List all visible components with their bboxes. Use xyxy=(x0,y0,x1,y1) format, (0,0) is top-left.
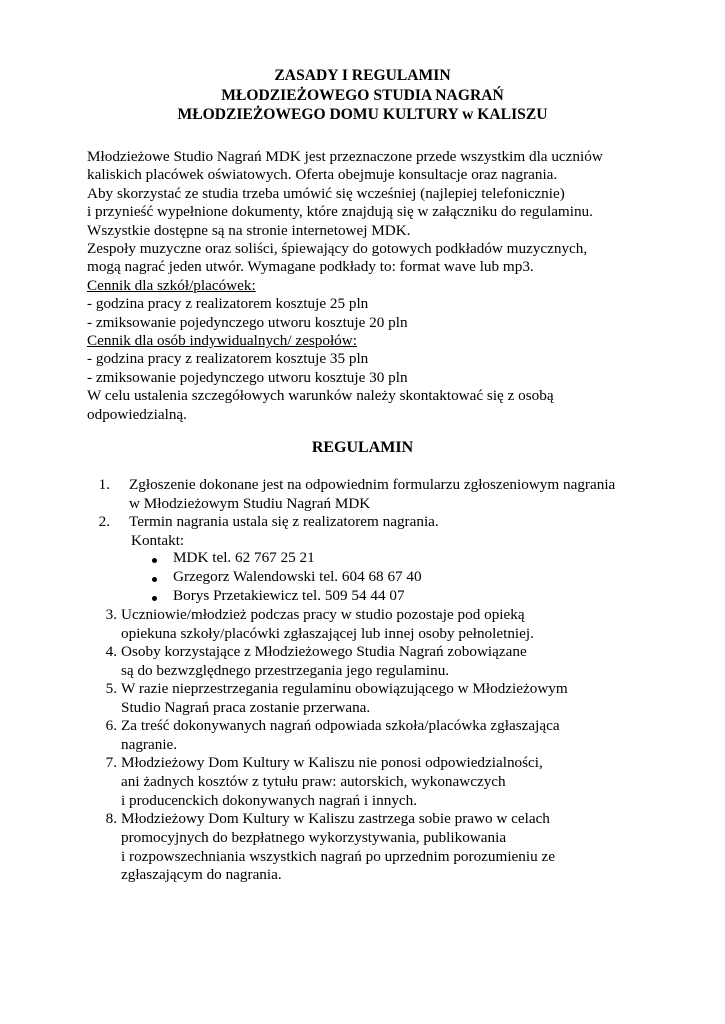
schools-price-item: - godzina pracy z realizatorem kosztuje 25 pln xyxy=(87,295,369,313)
rule-line: zgłaszającym do nagrania. xyxy=(121,866,282,884)
title-line-3: MŁODZIEŻOWEGO DOMU KULTURY w KALISZU xyxy=(177,106,548,123)
regulamin-heading: REGULAMIN xyxy=(311,439,414,456)
contact-item: MDK tel. 62 767 25 21 xyxy=(173,549,315,566)
individuals-price-item: - godzina pracy z realizatorem kosztuje 35 pln xyxy=(87,350,369,368)
rule-line: W razie nieprzestrzegania regulaminu obowiązującego w Młodzieżowym xyxy=(121,680,568,697)
closing-line: W celu ustalenia szczegółowych warunków należy skontaktować się z osobą xyxy=(87,387,554,405)
rule-line: opiekuna szkoły/placówki zgłaszającej lub innej osoby pełnoletniej. xyxy=(121,624,534,642)
intro-line: Młodzieżowe Studio Nagrań MDK jest przeznaczone przede wszystkim dla uczniów xyxy=(87,148,603,165)
rule-number: 6. xyxy=(105,717,117,734)
intro-section xyxy=(87,148,687,424)
rule-line: Za treść dokonywanych nagrań odpowiada szkoła/placówka zgłaszająca xyxy=(121,717,560,734)
rule-item xyxy=(97,754,543,810)
rule-line: w Młodzieżowym Studiu Nagrań MDK xyxy=(129,494,371,512)
rule-number: 4. xyxy=(105,643,117,660)
title-line-1: ZASADY I REGULAMIN xyxy=(274,67,451,84)
rule-line: Termin nagrania ustala się z realizatorem nagrania. xyxy=(129,513,439,530)
document-title xyxy=(0,66,725,125)
rule-item xyxy=(97,643,527,681)
rule-item xyxy=(97,810,555,885)
closing-line: odpowiedzialną. xyxy=(87,405,187,423)
intro-line: Wszystkie dostępne są na stronie internetowej MDK. xyxy=(87,221,411,239)
rule-line: Uczniowie/młodzież podczas pracy w studio pozostaje pod opieką xyxy=(121,606,525,623)
individuals-price-item: - zmiksowanie pojedynczego utworu kosztuje 30 pln xyxy=(87,368,408,386)
schools-price-item: - zmiksowanie pojedynczego utworu kosztuje 20 pln xyxy=(87,313,408,331)
individuals-price-heading: Cennik dla osób indywidualnych/ zespołów: xyxy=(87,332,357,350)
intro-line: i przynieść wypełnione dokumenty, które znajdują się w załączniku do regulaminu. xyxy=(87,203,593,221)
rule-number: 8. xyxy=(105,810,117,827)
schools-price-heading: Cennik dla szkół/placówek: xyxy=(87,276,256,294)
contact-item: Grzegorz Walendowski tel. 604 68 67 40 xyxy=(173,568,422,585)
bullet-dot xyxy=(152,596,157,601)
rule-item xyxy=(97,606,534,644)
contact-item: Borys Przetakiewicz tel. 509 54 44 07 xyxy=(173,587,405,604)
rule-line: Młodzieżowy Dom Kultury w Kaliszu nie ponosi odpowiedzialności, xyxy=(121,754,543,771)
rule-line: Zgłoszenie dokonane jest na odpowiednim formularzu zgłoszeniowym nagrania xyxy=(129,476,616,493)
rule-number: 2. xyxy=(98,513,110,530)
rule-number: 1. xyxy=(98,476,110,493)
rule-item xyxy=(90,513,439,551)
rule-line: Młodzieżowy Dom Kultury w Kaliszu zastrzega sobie prawo w celach xyxy=(121,810,550,827)
rule-item xyxy=(90,476,615,514)
rule-item xyxy=(97,680,568,718)
rule-number: 7. xyxy=(105,754,117,771)
rule-line: promocyjnych do bezpłatnego wykorzystywania, publikowania xyxy=(121,828,507,846)
rule-line: i producenckich dokonywanych nagrań i innych. xyxy=(121,791,418,809)
intro-line: kaliskich placówek oświatowych. Oferta obejmuje konsultacje oraz nagrania. xyxy=(87,166,558,184)
rule-line: i rozpowszechniania wszystkich nagrań po uprzednim porozumieniu ze xyxy=(121,847,555,865)
rule-line: są do bezwzględnego przestrzegania jego regulaminu. xyxy=(121,661,450,679)
rule-line: Studio Nagrań praca zostanie przerwana. xyxy=(121,698,371,716)
rule-line: Osoby korzystające z Młodzieżowego Studia Nagrań zobowiązane xyxy=(121,643,527,660)
rule-line: nagranie. xyxy=(121,735,178,753)
bullet-dot xyxy=(152,577,157,582)
rule-line: ani żadnych kosztów z tytułu praw: autorskich, wykonawczych xyxy=(121,772,506,790)
title-line-2: MŁODZIEŻOWEGO STUDIA NAGRAŃ xyxy=(221,86,504,104)
intro-line: Zespoły muzyczne oraz soliści, śpiewający do gotowych podkładów muzycznych, xyxy=(87,240,588,258)
rule-number: 5. xyxy=(105,680,117,697)
rule-item xyxy=(97,717,560,755)
intro-line: Aby skorzystać ze studia trzeba umówić się wcześniej (najlepiej telefonicznie) xyxy=(87,184,565,202)
bullet-dot xyxy=(152,558,157,563)
intro-line: mogą nagrać jeden utwór. Wymagane podkłady to: format wave lub mp3. xyxy=(87,258,534,276)
rule-number: 3. xyxy=(105,606,117,623)
rule-line: Kontakt: xyxy=(131,531,185,549)
